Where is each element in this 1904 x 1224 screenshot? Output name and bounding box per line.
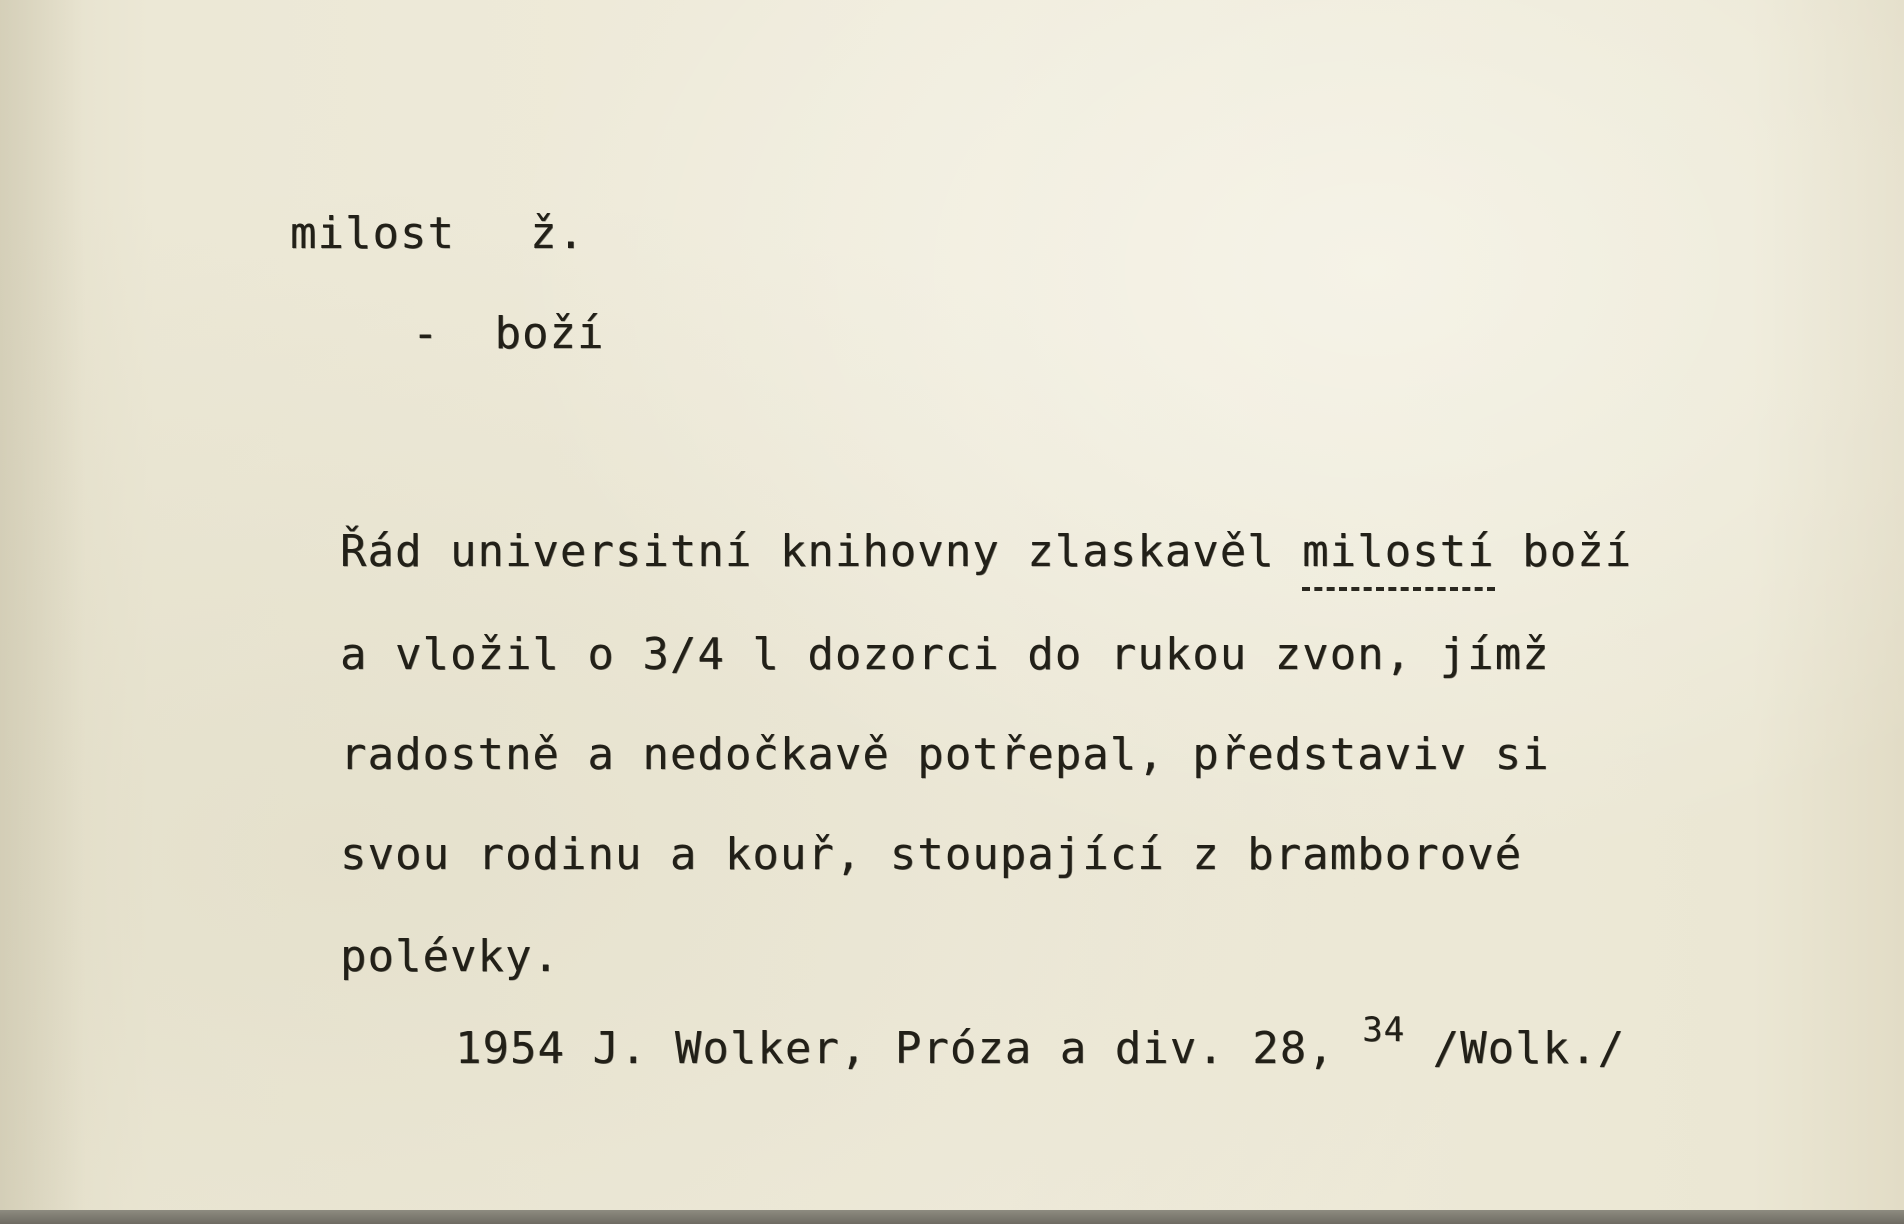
quote-line-3: radostně a nedočkavě potřepal, představiv si: [340, 729, 1550, 780]
citation-page: 34: [1362, 1010, 1406, 1050]
quote-line-1: [340, 526, 1633, 577]
citation-abbr: /Wolk./: [1432, 1023, 1626, 1074]
quote-text: Řád universitní knihovny zlaskavěl: [340, 526, 1303, 577]
gender-label: ž.: [530, 208, 585, 259]
subentry: - boží: [412, 308, 605, 359]
quote-line-5: polévky.: [340, 931, 560, 982]
quote-text: boží: [1494, 526, 1633, 577]
quote-line-2: a vložil o 3/4 l dozorci do rukou zvon, jímž: [340, 629, 1550, 680]
underlined-keyword: milostí: [1302, 526, 1494, 591]
citation-text: 1954 J. Wolker, Próza a div. 28,: [455, 1023, 1335, 1074]
headword: milost: [290, 208, 455, 259]
source-citation: [455, 1010, 1626, 1074]
quote-line-4: svou rodinu a kouř, stoupající z bramborové: [340, 829, 1523, 880]
